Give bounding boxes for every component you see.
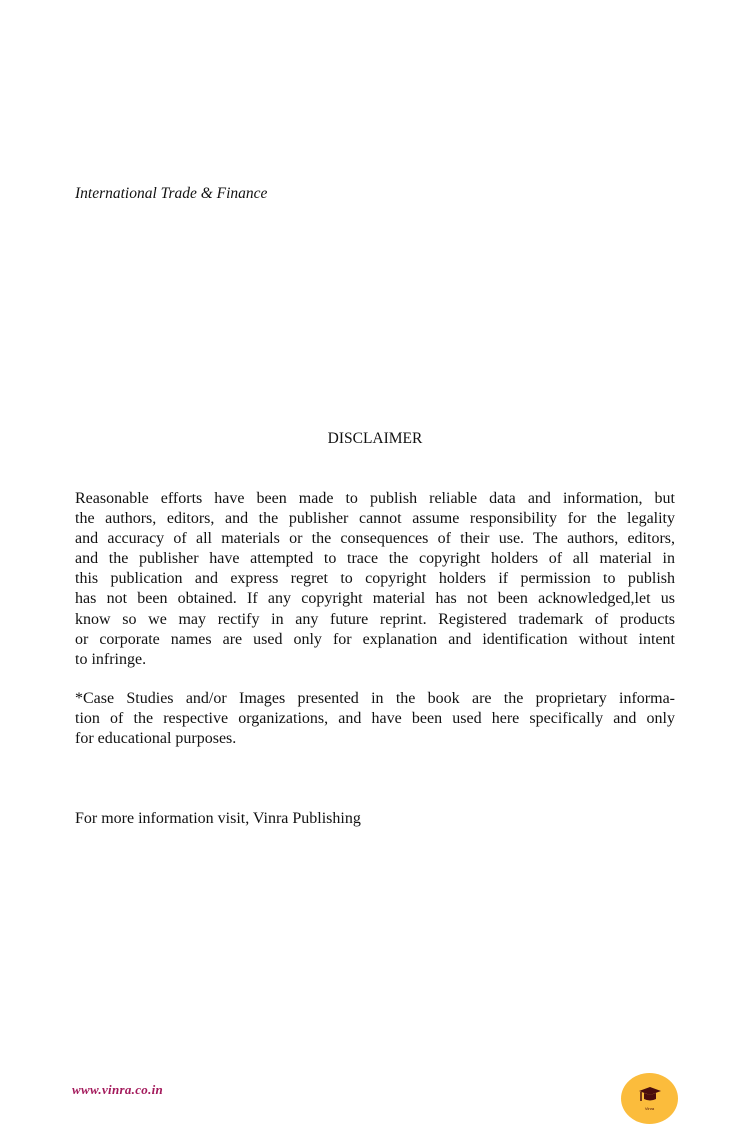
footer-url-link[interactable]: www.vinra.co.in	[72, 1082, 164, 1097]
text-line: or corporate names are used only for explanation and identification without intent	[75, 630, 675, 648]
text-line: to infringe.	[75, 650, 147, 668]
text-line: and accuracy of all materials or the consequences of their use. The authors, editors,	[75, 530, 675, 548]
text-line: the authors, editors, and the publisher cannot assume responsibility for the legality	[75, 510, 675, 528]
case-studies-paragraph	[75, 689, 675, 749]
running-header: International Trade & Finance	[75, 185, 268, 202]
disclaimer-paragraph	[75, 489, 675, 670]
disclaimer-title: DISCLAIMER	[327, 430, 423, 447]
text-line: *Case Studies and/or Images presented in the book are the proprietary informa-	[75, 690, 675, 707]
text-line: know so we may rectify in any future reprint. Registered trademark of products	[75, 610, 675, 628]
more-info-text: For more information visit, Vinra Publishing	[75, 810, 361, 827]
text-line: has not been obtained. If any copyright material has not been acknowledged,let us	[75, 590, 675, 608]
text-line: for educational purposes.	[75, 730, 237, 748]
text-line: this publication and express regret to copyright holders if permission to publish	[75, 570, 675, 588]
graduation-cap-icon	[637, 1086, 663, 1106]
text-line: Reasonable efforts have been made to publish reliable data and information, but	[75, 490, 675, 507]
logo-text: Vinra	[644, 1106, 655, 1111]
text-line: and the publisher have attempted to trace the copyright holders of all material in	[75, 550, 675, 568]
text-line: tion of the respective organizations, and have been used here specifically and only	[75, 710, 675, 728]
publisher-logo	[621, 1073, 678, 1124]
